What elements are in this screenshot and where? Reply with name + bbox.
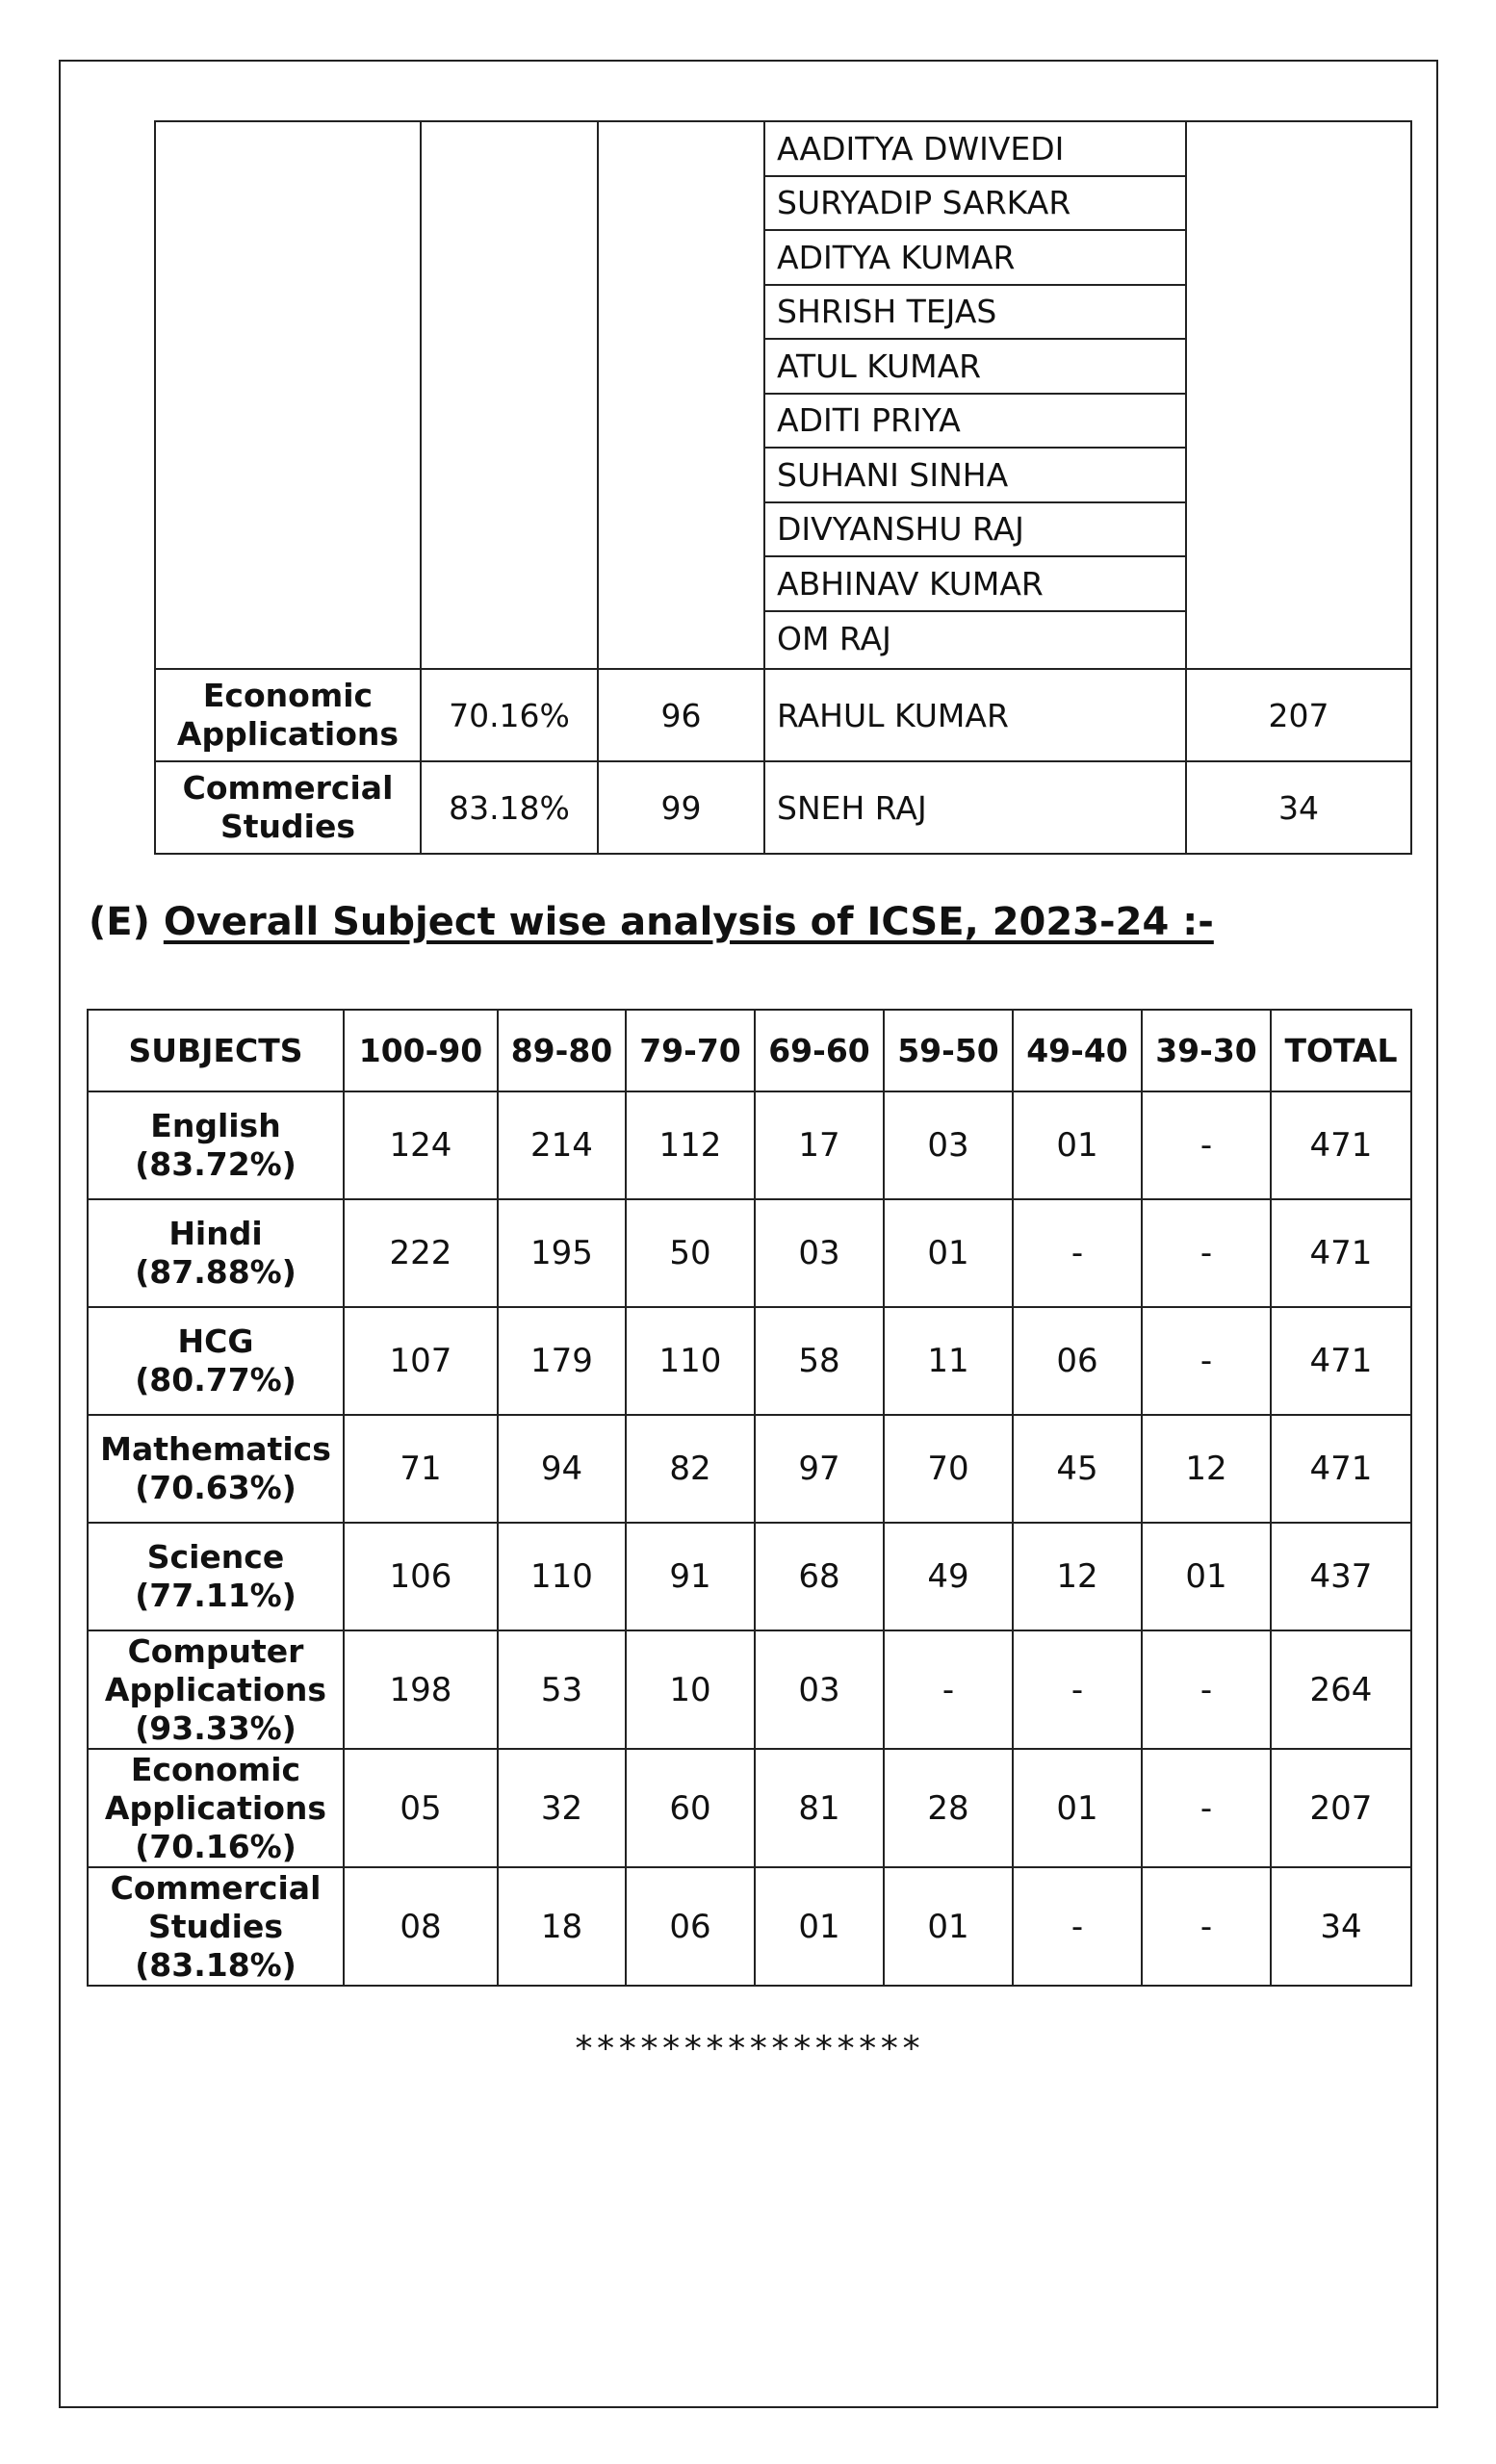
subject-cell [88,1749,344,1867]
value-cell: 01 [755,1867,884,1986]
subject-percent: (77.11%) [135,1577,297,1614]
empty-cell [1186,121,1411,669]
subject-cell [88,1867,344,1986]
value-cell: 198 [344,1630,498,1749]
value-cell: 68 [755,1523,884,1630]
name-row: SUHANI SINHA [765,449,1185,503]
value-cell: 60 [626,1749,755,1867]
value-cell: 03 [755,1630,884,1749]
name-row: OM RAJ [777,620,891,658]
value-cell: - [1013,1630,1142,1749]
subject-cell [88,1091,344,1199]
value-cell: - [884,1630,1013,1749]
subject-analysis-table [87,1009,1412,1987]
value-cell: 45 [1013,1415,1142,1523]
value-cell: 50 [626,1199,755,1307]
column-header: TOTAL [1271,1010,1411,1091]
section-prefix: (E) [89,900,150,944]
value-cell: 08 [344,1867,498,1986]
value-cell: 12 [1142,1415,1271,1523]
value-cell: 01 [1013,1091,1142,1199]
name-row: AADITYA DWIVEDI [765,122,1185,177]
value-cell: 264 [1271,1630,1411,1749]
subject-percent: (93.33%) [135,1708,297,1747]
value-cell: 01 [1142,1523,1271,1630]
highest-cell: 99 [598,761,764,854]
column-header: 59-50 [884,1010,1013,1091]
value-cell: 03 [755,1199,884,1307]
value-cell: - [1013,1867,1142,1986]
value-cell: 112 [626,1091,755,1199]
subject-cell [88,1199,344,1307]
value-cell: 110 [626,1307,755,1415]
column-header: 89-80 [498,1010,626,1091]
value-cell: 471 [1271,1415,1411,1523]
end-stars: **************** [573,2029,923,2068]
table-row [88,1415,1411,1523]
subject-percent: (70.16%) [135,1827,297,1865]
subject-cell [88,1523,344,1630]
subject-cell [88,1307,344,1415]
value-cell: 97 [755,1415,884,1523]
value-cell: 437 [1271,1523,1411,1630]
value-cell: 01 [884,1199,1013,1307]
value-cell: - [1142,1749,1271,1867]
table-row [88,1867,1411,1986]
highest-cell: 96 [598,669,764,761]
subject-cell [88,1415,344,1523]
value-cell: 06 [1013,1307,1142,1415]
table-row [155,761,1411,854]
value-cell: 53 [498,1630,626,1749]
section-title: Overall Subject wise analysis of ICSE, 2023-24 :- [163,900,1214,944]
value-cell: - [1142,1199,1271,1307]
value-cell: 34 [1271,1867,1411,1986]
table-row [88,1749,1411,1867]
value-cell: - [1142,1091,1271,1199]
value-cell: 222 [344,1199,498,1307]
value-cell: 82 [626,1415,755,1523]
subject-name: English [150,1107,281,1144]
column-header: 39-30 [1142,1010,1271,1091]
subject-name: Economic Applications [104,1750,327,1827]
value-cell: 81 [755,1749,884,1867]
table-row [155,669,1411,761]
value-cell: 106 [344,1523,498,1630]
value-cell: 58 [755,1307,884,1415]
subject-percent: (87.88%) [135,1253,297,1291]
column-header: 100-90 [344,1010,498,1091]
value-cell: 91 [626,1523,755,1630]
subject-name: Science [146,1538,285,1576]
value-cell: 70 [884,1415,1013,1523]
table-row [155,121,1411,669]
value-cell: 71 [344,1415,498,1523]
value-cell: - [1142,1307,1271,1415]
column-header: SUBJECTS [88,1010,344,1091]
value-cell: 03 [884,1091,1013,1199]
percent-cell: 83.18% [421,761,598,854]
section-heading [89,900,1214,944]
names-list [764,121,1186,669]
column-header: 79-70 [626,1010,755,1091]
empty-cell [155,121,421,669]
name-row: ADITYA KUMAR [765,231,1185,286]
subject-name: Commercial Studies [110,1868,322,1945]
value-cell: 471 [1271,1307,1411,1415]
table-row [88,1307,1411,1415]
name-row: ABHINAV KUMAR [765,557,1185,612]
subject-name: HCG [177,1322,254,1360]
table-row [88,1199,1411,1307]
toppers-table [154,120,1412,855]
subject-name: Mathematics [100,1430,331,1468]
value-cell: 110 [498,1523,626,1630]
value-cell: 214 [498,1091,626,1199]
table-row [88,1091,1411,1199]
subject-percent: (83.18%) [135,1945,297,1984]
name-cell: RAHUL KUMAR [764,669,1186,761]
value-cell: 01 [884,1867,1013,1986]
name-row: DIVYANSHU RAJ [765,503,1185,558]
column-header: 49-40 [1013,1010,1142,1091]
empty-cell [598,121,764,669]
value-cell: 17 [755,1091,884,1199]
value-cell: 107 [344,1307,498,1415]
percent-cell: 70.16% [421,669,598,761]
subject-cell: Economic Applications [155,669,421,761]
value-cell: - [1013,1199,1142,1307]
value-cell: 179 [498,1307,626,1415]
total-cell: 34 [1186,761,1411,854]
value-cell: 10 [626,1630,755,1749]
value-cell: 32 [498,1749,626,1867]
subject-cell: Commercial Studies [155,761,421,854]
value-cell: 124 [344,1091,498,1199]
value-cell: 11 [884,1307,1013,1415]
subject-percent: (83.72%) [135,1145,297,1183]
value-cell: 12 [1013,1523,1142,1630]
table-row [88,1523,1411,1630]
empty-cell [421,121,598,669]
value-cell: 01 [1013,1749,1142,1867]
subject-percent: (80.77%) [135,1361,297,1399]
value-cell: 28 [884,1749,1013,1867]
value-cell: 49 [884,1523,1013,1630]
value-cell: 05 [344,1749,498,1867]
value-cell: - [1142,1867,1271,1986]
total-cell: 207 [1186,669,1411,761]
name-row: SHRISH TEJAS [765,286,1185,341]
value-cell: 18 [498,1867,626,1986]
subject-name: Hindi [168,1215,263,1252]
name-row: ATUL KUMAR [765,340,1185,395]
name-row: SURYADIP SARKAR [765,177,1185,232]
column-header: 69-60 [755,1010,884,1091]
name-cell: SNEH RAJ [764,761,1186,854]
subject-percent: (70.63%) [135,1469,297,1506]
value-cell: - [1142,1630,1271,1749]
subject-cell [88,1630,344,1749]
value-cell: 06 [626,1867,755,1986]
value-cell: 195 [498,1199,626,1307]
value-cell: 471 [1271,1091,1411,1199]
header-row [88,1010,1411,1091]
value-cell: 471 [1271,1199,1411,1307]
name-row: ADITI PRIYA [765,395,1185,449]
table-row [88,1630,1411,1749]
value-cell: 94 [498,1415,626,1523]
subject-name: Computer Applications [104,1631,327,1708]
value-cell: 207 [1271,1749,1411,1867]
